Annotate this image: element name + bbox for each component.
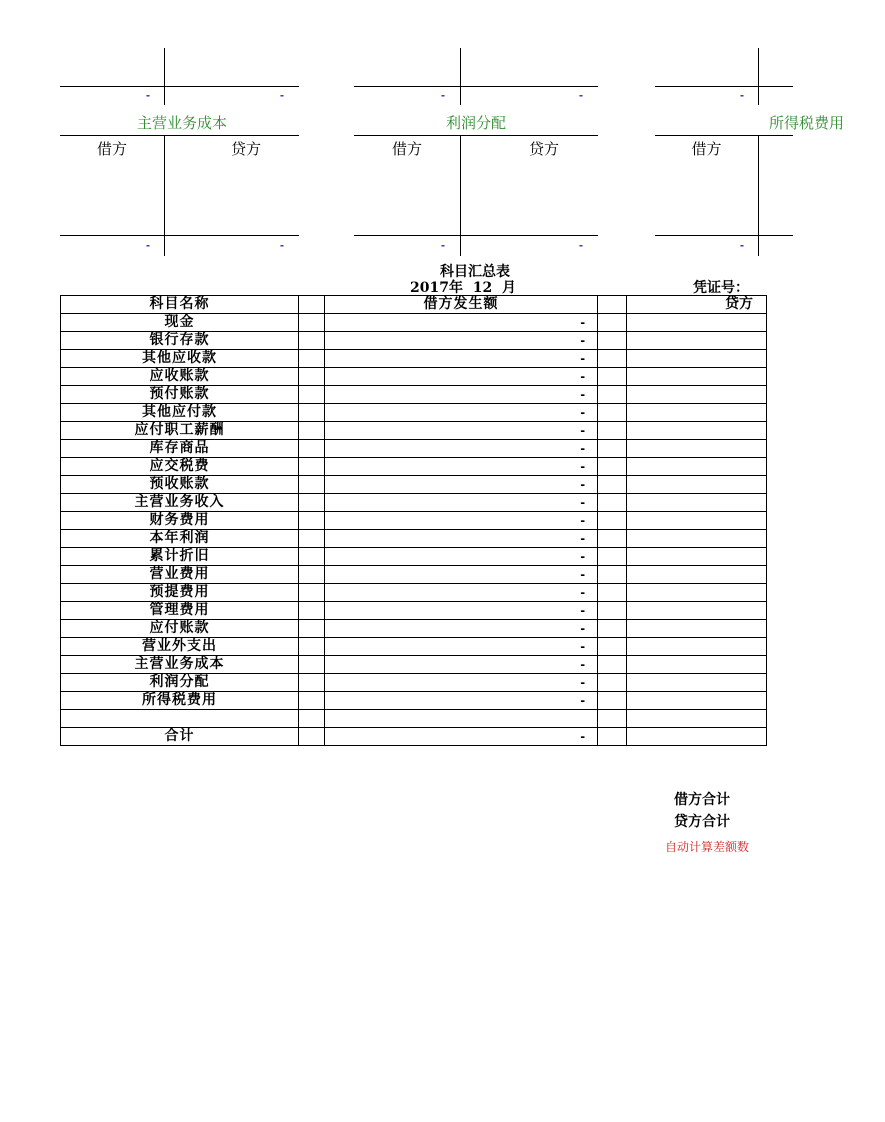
spacer-cell xyxy=(598,440,627,458)
debit-label: 借方 xyxy=(691,140,722,158)
spacer-cell xyxy=(598,692,627,710)
spacer-cell xyxy=(598,314,627,332)
spacer-cell xyxy=(299,728,325,746)
account-name: 营业费用 xyxy=(61,566,299,584)
spacer-cell xyxy=(598,674,627,692)
spacer-cell xyxy=(299,584,325,602)
divider xyxy=(655,235,793,236)
debit-amount: - xyxy=(325,422,598,440)
account-title: 利润分配 xyxy=(445,114,506,132)
account-name: 预收账款 xyxy=(61,476,299,494)
credit-amount xyxy=(627,476,767,494)
account-name: 库存商品 xyxy=(61,440,299,458)
debit-label: 借方 xyxy=(391,140,422,158)
divider xyxy=(460,48,461,86)
table-row xyxy=(61,584,767,602)
divider xyxy=(758,48,759,86)
divider xyxy=(460,86,461,105)
table-row xyxy=(61,548,767,566)
table-row xyxy=(61,458,767,476)
account-name: 应交税费 xyxy=(61,458,299,476)
credit-total: - xyxy=(280,238,284,252)
debit-amount: - xyxy=(325,314,598,332)
summary-table xyxy=(60,295,767,746)
debit-amount: - xyxy=(325,692,598,710)
spacer-cell xyxy=(598,710,627,728)
account-name: 营业外支出 xyxy=(61,638,299,656)
divider xyxy=(758,86,759,105)
spacer-cell xyxy=(299,638,325,656)
spacer-cell xyxy=(598,332,627,350)
credit-total-label: 贷方合计 xyxy=(674,814,730,830)
debit-total: - xyxy=(146,238,150,252)
auto-diff-note: 自动计算差额数 xyxy=(665,840,750,854)
table-row xyxy=(61,422,767,440)
spacer-cell xyxy=(598,656,627,674)
spacer-cell xyxy=(299,692,325,710)
debit-amount: - xyxy=(325,494,598,512)
spacer-cell xyxy=(598,584,627,602)
table-row xyxy=(61,476,767,494)
credit-amount xyxy=(627,368,767,386)
credit-amount xyxy=(627,548,767,566)
account-name: 应付账款 xyxy=(61,620,299,638)
table-row xyxy=(61,494,767,512)
debit-amount: - xyxy=(325,386,598,404)
spacer-cell xyxy=(598,368,627,386)
divider xyxy=(164,48,165,86)
debit-amount: - xyxy=(325,638,598,656)
account-name: 所得税费用 xyxy=(61,692,299,710)
spacer-cell xyxy=(299,314,325,332)
debit-amount: - xyxy=(325,548,598,566)
table-row xyxy=(61,440,767,458)
spacer-cell xyxy=(598,728,627,746)
credit-label: 贷方 xyxy=(230,140,261,158)
table-row xyxy=(61,404,767,422)
spacer-cell xyxy=(299,494,325,512)
header-debit: 借方发生额 xyxy=(325,296,598,314)
table-total-row xyxy=(61,728,767,746)
account-name: 预付账款 xyxy=(61,386,299,404)
spacer-cell xyxy=(299,512,325,530)
debit-amount: - xyxy=(325,602,598,620)
spacer-cell xyxy=(299,674,325,692)
table-row xyxy=(61,656,767,674)
debit-total-label: 借方合计 xyxy=(674,792,730,808)
spacer-cell xyxy=(598,620,627,638)
divider xyxy=(758,135,759,256)
credit-amount xyxy=(627,350,767,368)
account-name: 主营业务收入 xyxy=(61,494,299,512)
credit-label: 贷方 xyxy=(528,140,559,158)
spacer-cell xyxy=(598,422,627,440)
period-label: 2017年 12 月 xyxy=(410,280,516,296)
account-name: 现金 xyxy=(61,314,299,332)
debit-amount: - xyxy=(325,332,598,350)
credit-amount xyxy=(627,638,767,656)
account-name: 其他应付款 xyxy=(61,404,299,422)
table-row xyxy=(61,692,767,710)
account-name: 银行存款 xyxy=(61,332,299,350)
credit-amount xyxy=(627,458,767,476)
table-row xyxy=(61,638,767,656)
spacer-cell xyxy=(598,530,627,548)
spacer-cell xyxy=(299,602,325,620)
credit-amount xyxy=(627,440,767,458)
table-row xyxy=(61,368,767,386)
header-account-name: 科目名称 xyxy=(61,296,299,314)
debit-total: - xyxy=(441,238,445,252)
spacer-cell xyxy=(598,566,627,584)
spacer-cell xyxy=(598,512,627,530)
spacer-cell xyxy=(299,476,325,494)
credit-amount xyxy=(627,692,767,710)
spacer-cell xyxy=(598,476,627,494)
debit-balance: - xyxy=(146,88,150,102)
spacer-cell xyxy=(299,566,325,584)
spacer-cell xyxy=(598,350,627,368)
divider xyxy=(354,135,598,136)
summary-title: 科目汇总表 xyxy=(440,264,510,280)
spacer-cell xyxy=(299,296,325,314)
spacer-cell xyxy=(299,332,325,350)
credit-total: - xyxy=(579,238,583,252)
credit-balance: - xyxy=(579,88,583,102)
spacer-cell xyxy=(299,530,325,548)
divider xyxy=(655,86,793,87)
debit-amount: - xyxy=(325,728,598,746)
credit-amount xyxy=(627,494,767,512)
account-name: 累计折旧 xyxy=(61,548,299,566)
credit-amount xyxy=(627,422,767,440)
voucher-label: 凭证号： xyxy=(693,280,749,296)
credit-amount xyxy=(627,728,767,746)
debit-amount: - xyxy=(325,404,598,422)
divider xyxy=(354,235,598,236)
divider xyxy=(164,86,165,105)
credit-amount xyxy=(627,602,767,620)
account-name: 利润分配 xyxy=(61,674,299,692)
table-row xyxy=(61,314,767,332)
spacer-cell xyxy=(299,350,325,368)
account-name: 财务费用 xyxy=(61,512,299,530)
divider xyxy=(60,235,299,236)
debit-amount: - xyxy=(325,476,598,494)
spacer-cell xyxy=(299,422,325,440)
spacer-cell xyxy=(598,602,627,620)
credit-amount xyxy=(627,710,767,728)
divider xyxy=(60,135,299,136)
debit-amount: - xyxy=(325,512,598,530)
spacer-cell xyxy=(299,710,325,728)
debit-amount: - xyxy=(325,458,598,476)
spacer-cell xyxy=(598,638,627,656)
debit-amount: - xyxy=(325,440,598,458)
credit-amount xyxy=(627,656,767,674)
account-name: 预提费用 xyxy=(61,584,299,602)
credit-amount xyxy=(627,674,767,692)
debit-amount: - xyxy=(325,656,598,674)
debit-amount: - xyxy=(325,584,598,602)
account-title: 主营业务成本 xyxy=(136,114,227,132)
spacer-cell xyxy=(299,404,325,422)
header-credit: 贷方 xyxy=(627,296,767,314)
credit-amount xyxy=(627,584,767,602)
debit-amount: - xyxy=(325,350,598,368)
spacer-cell xyxy=(598,548,627,566)
account-name: 合计 xyxy=(61,728,299,746)
credit-amount xyxy=(627,620,767,638)
account-name: 其他应收款 xyxy=(61,350,299,368)
credit-balance: - xyxy=(280,88,284,102)
credit-amount xyxy=(627,332,767,350)
debit-label: 借方 xyxy=(96,140,127,158)
table-header-row xyxy=(61,296,767,314)
divider xyxy=(164,135,165,256)
table-row xyxy=(61,386,767,404)
credit-amount xyxy=(627,530,767,548)
table-row xyxy=(61,602,767,620)
debit-balance: - xyxy=(740,88,744,102)
spacer-cell xyxy=(299,368,325,386)
spacer-cell xyxy=(598,458,627,476)
spacer-cell xyxy=(299,458,325,476)
spacer-cell xyxy=(299,620,325,638)
credit-amount xyxy=(627,386,767,404)
debit-amount: - xyxy=(325,566,598,584)
debit-amount: - xyxy=(325,674,598,692)
table-row xyxy=(61,710,767,728)
account-name: 本年利润 xyxy=(61,530,299,548)
table-row xyxy=(61,332,767,350)
spacer-cell xyxy=(299,386,325,404)
credit-amount xyxy=(627,566,767,584)
spacer-cell xyxy=(598,296,627,314)
debit-amount xyxy=(325,710,598,728)
account-name: 主营业务成本 xyxy=(61,656,299,674)
account-name xyxy=(61,710,299,728)
table-row xyxy=(61,530,767,548)
spacer-cell xyxy=(598,404,627,422)
account-name: 应收账款 xyxy=(61,368,299,386)
table-row xyxy=(61,674,767,692)
debit-amount: - xyxy=(325,530,598,548)
table-row xyxy=(61,350,767,368)
credit-amount xyxy=(627,404,767,422)
debit-balance: - xyxy=(441,88,445,102)
credit-amount xyxy=(627,512,767,530)
account-title: 所得税费用 xyxy=(769,114,845,132)
account-name: 应付职工薪酬 xyxy=(61,422,299,440)
table-row xyxy=(61,620,767,638)
table-row xyxy=(61,512,767,530)
credit-amount xyxy=(627,314,767,332)
spacer-cell xyxy=(598,494,627,512)
debit-total: - xyxy=(740,238,744,252)
debit-amount: - xyxy=(325,368,598,386)
divider xyxy=(60,86,299,87)
account-name: 管理费用 xyxy=(61,602,299,620)
divider xyxy=(655,135,793,136)
divider xyxy=(460,135,461,256)
table-row xyxy=(61,566,767,584)
spacer-cell xyxy=(299,548,325,566)
spacer-cell xyxy=(299,656,325,674)
debit-amount: - xyxy=(325,620,598,638)
divider xyxy=(354,86,598,87)
spacer-cell xyxy=(299,440,325,458)
spacer-cell xyxy=(598,386,627,404)
